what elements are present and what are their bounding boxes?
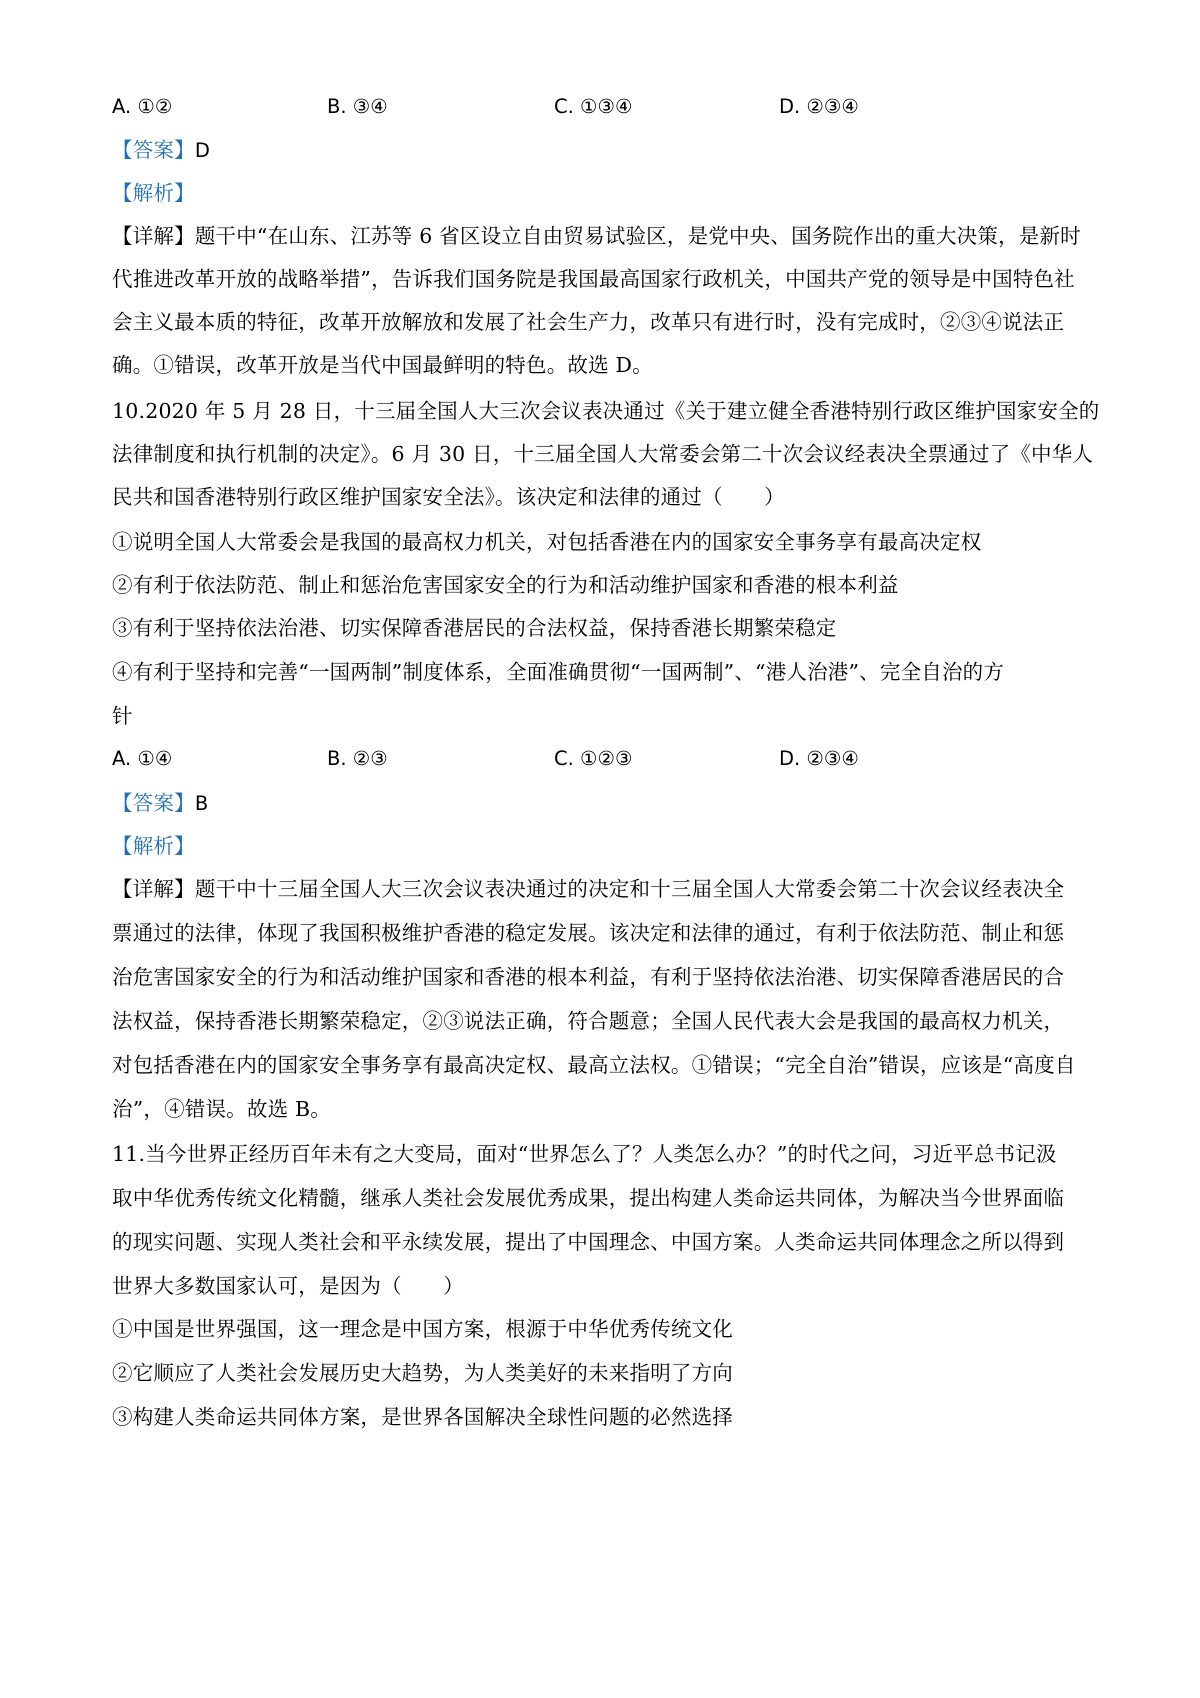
answer-value: B: [194, 792, 209, 815]
q9-detail-line: 会主义最本质的特征，改革开放解放和发展了社会生产力，改革只有进行时，没有完成时，②③④说法正: [112, 310, 1065, 334]
q11-item: ①中国是世界强国，这一理念是中国方案，根源于中华优秀传统文化: [112, 1317, 733, 1341]
q9-detail-line: 确。①错误，改革开放是当代中国最鲜明的特色。故选 D。: [112, 353, 653, 377]
q10-item: 针: [112, 704, 133, 728]
q9-option-b: B. ③④: [327, 95, 388, 118]
q10-detail-line: [112, 875, 1102, 903]
q11-stem-line: 世界大多数国家认可，是因为（ ）: [112, 1274, 464, 1298]
q9-answer: [112, 136, 1102, 164]
q10-item: ③有利于坚持依法治港、切实保障香港居民的合法权益，保持香港长期繁荣稳定: [112, 616, 837, 640]
q10-item: ①说明全国人大常委会是我国的最高权力机关，对包括香港在内的国家安全事务享有最高决定权: [112, 530, 982, 554]
answer-tag: 【答案】: [112, 138, 195, 162]
q10-answer: [112, 789, 1102, 817]
q9-analysis: [112, 179, 1102, 207]
q10-option-c: C. ①②③: [554, 747, 633, 770]
q10-stem-line: 法律制度和执行机制的决定》。6 月 30 日，十三届全国人大常委会第二十次会议经表决全票通过了《中华人: [112, 442, 1094, 466]
q10-option-b: B. ②③: [327, 747, 388, 770]
analysis-tag: 【解析】: [112, 181, 195, 205]
q10-detail-line: 治危害国家安全的行为和活动维护国家和香港的根本利益，有利于坚持依法治港、切实保障香港居民的合: [112, 965, 1065, 989]
q9-options: [112, 93, 1102, 121]
q10-detail-line: 法权益，保持香港长期繁荣稳定，②③说法正确，符合题意；全国人民代表大会是我国的最高权力机关，: [112, 1009, 1065, 1033]
analysis-tag: 【解析】: [112, 834, 195, 858]
q10-stem-line: 民共和国香港特别行政区维护国家安全法》。该决定和法律的通过（ ）: [112, 485, 785, 509]
detail-text: 题干中十三届全国人大三次会议表决通过的决定和十三届全国人大常委会第二十次会议经表决全: [194, 877, 1065, 901]
q10-detail-line: 票通过的法律，体现了我国积极维护香港的稳定发展。该决定和法律的通过，有利于依法防范、制止和惩: [112, 921, 1065, 945]
q10-item: ④有利于坚持和完善“一国两制”制度体系，全面准确贯彻“一国两制”、“港人治港”、完全自治的方: [112, 660, 1005, 684]
q11-item: ③构建人类命运共同体方案，是世界各国解决全球性问题的必然选择: [112, 1405, 733, 1429]
q11-stem-line: 11.当今世界正经历百年未有之大变局，面对“世界怎么了？人类怎么办？”的时代之问，习近平总书记汲: [112, 1142, 1057, 1166]
detail-text: 题干中“在山东、江苏等 6 省区设立自由贸易试验区，是党中央、国务院作出的重大决策，是新时: [194, 224, 1081, 248]
answer-tag: 【答案】: [112, 791, 195, 815]
q11-stem-line: 取中华优秀传统文化精髓，继承人类社会发展优秀成果，提出构建人类命运共同体，为解决当今世界面临: [112, 1186, 1065, 1210]
q10-analysis: [112, 832, 1102, 860]
q11-item: ②它顺应了人类社会发展历史大趋势，为人类美好的未来指明了方向: [112, 1361, 733, 1385]
q10-detail-line: 治”，④错误。故选 B。: [112, 1097, 331, 1121]
q9-detail-line: [112, 222, 1102, 250]
q11-stem-line: 的现实问题、实现人类社会和平永续发展，提出了中国理念、中国方案。人类命运共同体理念之所以得到: [112, 1230, 1065, 1254]
answer-value: D: [194, 139, 211, 162]
detail-tag: 【详解】: [112, 224, 195, 248]
q9-option-a: A. ①②: [112, 95, 173, 118]
q10-detail-line: 对包括香港在内的国家安全事务享有最高决定权、最高立法权。①错误；“完全自治”错误，应该是“高度自: [112, 1053, 1076, 1077]
q10-option-a: A. ①④: [112, 747, 173, 770]
q10-option-d: D. ②③④: [779, 747, 859, 770]
q10-options: [112, 745, 1102, 773]
q9-detail-line: 代推进改革开放的战略举措”，告诉我们国务院是我国最高国家行政机关，中国共产党的领导是中国特色社: [112, 267, 1075, 291]
q10-item: ②有利于依法防范、制止和惩治危害国家安全的行为和活动维护国家和香港的根本利益: [112, 573, 899, 597]
q9-option-c: C. ①③④: [554, 95, 633, 118]
q10-stem-line: 10.2020 年 5 月 28 日，十三届全国人大三次会议表决通过《关于建立健全香港特别行政区维护国家安全的: [112, 399, 1100, 423]
q9-option-d: D. ②③④: [779, 95, 859, 118]
detail-tag: 【详解】: [112, 877, 195, 901]
